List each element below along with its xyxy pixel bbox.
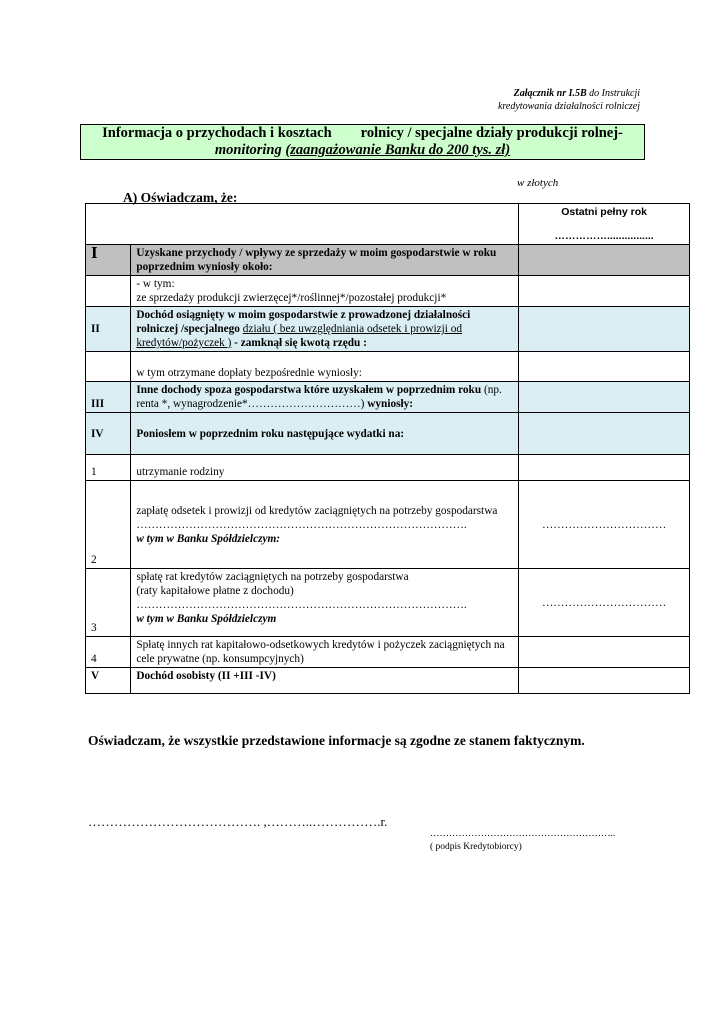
row-2-value-dots: …………………………… <box>541 518 667 531</box>
annex-text1: do Instrukcji <box>586 88 640 99</box>
row-I-value[interactable] <box>519 245 690 276</box>
row-3-value[interactable] <box>519 569 690 637</box>
row-II-text <box>131 307 519 352</box>
annex-label: Załącznik nr I.5B <box>513 88 587 99</box>
annex-text2: kredytowania działalności rolniczej <box>497 101 640 112</box>
row-II-sub-num <box>86 352 131 382</box>
header-year: Ostatni pełny rok <box>561 206 647 218</box>
row-3-italic: w tym w Banku Spółdzielczym <box>136 613 277 625</box>
row-III-num: III <box>86 382 131 413</box>
place-date-line[interactable]: …………………………………. ,………..…………….r. <box>88 814 388 829</box>
row-1 <box>86 455 690 481</box>
row-I-sub-num <box>86 276 131 307</box>
row-4 <box>86 637 690 668</box>
row-III-text-a: Inne dochody spoza gospodarstwa które uzyskałem w poprzednim roku <box>136 384 484 396</box>
row-3-num: 3 <box>86 569 131 637</box>
row-II-text-a: Dochód osiągnięty w moim gospodarstwie z prowadzonej działalności rolniczej /specjalnego <box>136 309 471 335</box>
row-III-text-c: wyniosły: <box>367 398 414 410</box>
row-4-num: 4 <box>86 637 131 668</box>
row-IV <box>86 413 690 455</box>
row-II <box>86 307 690 352</box>
row-2-value[interactable] <box>519 481 690 569</box>
row-III-text-b: (np. renta *, wynagrodzenie*…………………………) <box>136 384 502 410</box>
title-line2b: (zaangażowanie Banku do 200 tys. zł) <box>285 142 511 158</box>
section-heading: A) Oświadczam, że: <box>123 190 238 205</box>
row-2-italic: w tym w Banku Spółdzielczym: <box>136 532 281 545</box>
row-II-value[interactable] <box>519 307 690 352</box>
row-II-sub-text: w tym otrzymane dopłaty bezpośrednie wyniosły: <box>131 352 519 382</box>
row-III <box>86 382 690 413</box>
header-year-cell <box>519 204 690 245</box>
row-IV-value[interactable] <box>519 413 690 455</box>
row-3-line1: spłatę rat kredytów zaciągniętych na potrzeby gospodarstwa <box>136 571 409 583</box>
title-line1: Informacja o przychodach i kosztach rolnicy / specjalne działy produkcji rolnej- <box>102 125 623 141</box>
row-II-sub <box>86 352 690 382</box>
signature-label: ( podpis Kredytobiorcy) <box>430 842 522 852</box>
row-I-num: I <box>86 245 131 276</box>
annex-reference <box>498 87 640 113</box>
row-I-sub-line1: - w tym: <box>136 278 175 290</box>
row-2 <box>86 481 690 569</box>
signature-dots[interactable]: ………………………………………………….. <box>430 829 616 839</box>
currency-note: w złotych <box>517 177 559 189</box>
row-4-value[interactable] <box>519 637 690 668</box>
header-empty <box>86 204 519 245</box>
row-3-value-dots: …………………………… <box>541 596 667 609</box>
row-II-num: II <box>86 307 131 352</box>
row-IV-text: Poniosłem w poprzednim roku następujące wydatki na: <box>131 413 519 455</box>
row-2-line1: zapłatę odsetek i prowizji od kredytów zaciągniętych na potrzeby gospodarstwa <box>136 504 498 517</box>
row-1-text: utrzymanie rodziny <box>131 455 519 481</box>
header-dots: ……………................ <box>554 230 654 242</box>
row-V-text: Dochód osobisty (II +III -IV) <box>131 668 519 694</box>
row-III-text <box>131 382 519 413</box>
row-2-dots: ……………………………………………………………………………. <box>136 518 467 531</box>
row-1-value[interactable] <box>519 455 690 481</box>
row-IV-num: IV <box>86 413 131 455</box>
row-1-num: 1 <box>86 455 131 481</box>
row-II-text-c: - zamknął się kwotą rzędu : <box>231 337 367 349</box>
row-2-text <box>131 481 519 569</box>
row-I-sub-line2: ze sprzedaży produkcji zwierzęcej*/roślinnej*/pozostałej produkcji* <box>136 292 447 304</box>
row-3 <box>86 569 690 637</box>
row-V-value[interactable] <box>519 668 690 694</box>
document-title <box>80 124 645 160</box>
row-2-num: 2 <box>86 481 131 569</box>
statement: Oświadczam, że wszystkie przedstawione informacje są zgodne ze stanem faktycznym. <box>88 733 585 748</box>
row-4-text: Spłatę innych rat kapitałowo-odsetkowych kredytów i pożyczek zaciągniętych na cele prywatne (np. konsumpcyjnych) <box>131 637 519 668</box>
row-3-dots: ……………………………………………………………………………. <box>136 599 467 611</box>
row-V-num: V <box>86 668 131 694</box>
row-3-line2: (raty kapitałowe płatne z dochodu) <box>136 585 294 597</box>
row-III-value[interactable] <box>519 382 690 413</box>
row-I <box>86 245 690 276</box>
row-I-sub-value[interactable] <box>519 276 690 307</box>
row-I-sub-text <box>131 276 519 307</box>
row-II-sub-value[interactable] <box>519 352 690 382</box>
row-V <box>86 668 690 694</box>
row-I-sub <box>86 276 690 307</box>
signature-block <box>430 828 615 854</box>
header-row <box>86 204 690 245</box>
row-I-text: Uzyskane przychody / wpływy ze sprzedaży w moim gospodarstwie w roku poprzednim wyniosły około: <box>131 245 519 276</box>
row-II-text-b: działu ( bez uwzględniania odsetek i prowizji od kredytów/pożyczek ) <box>136 323 463 349</box>
declaration-table <box>85 203 690 694</box>
title-line2a: monitoring <box>214 142 286 158</box>
row-3-text <box>131 569 519 637</box>
